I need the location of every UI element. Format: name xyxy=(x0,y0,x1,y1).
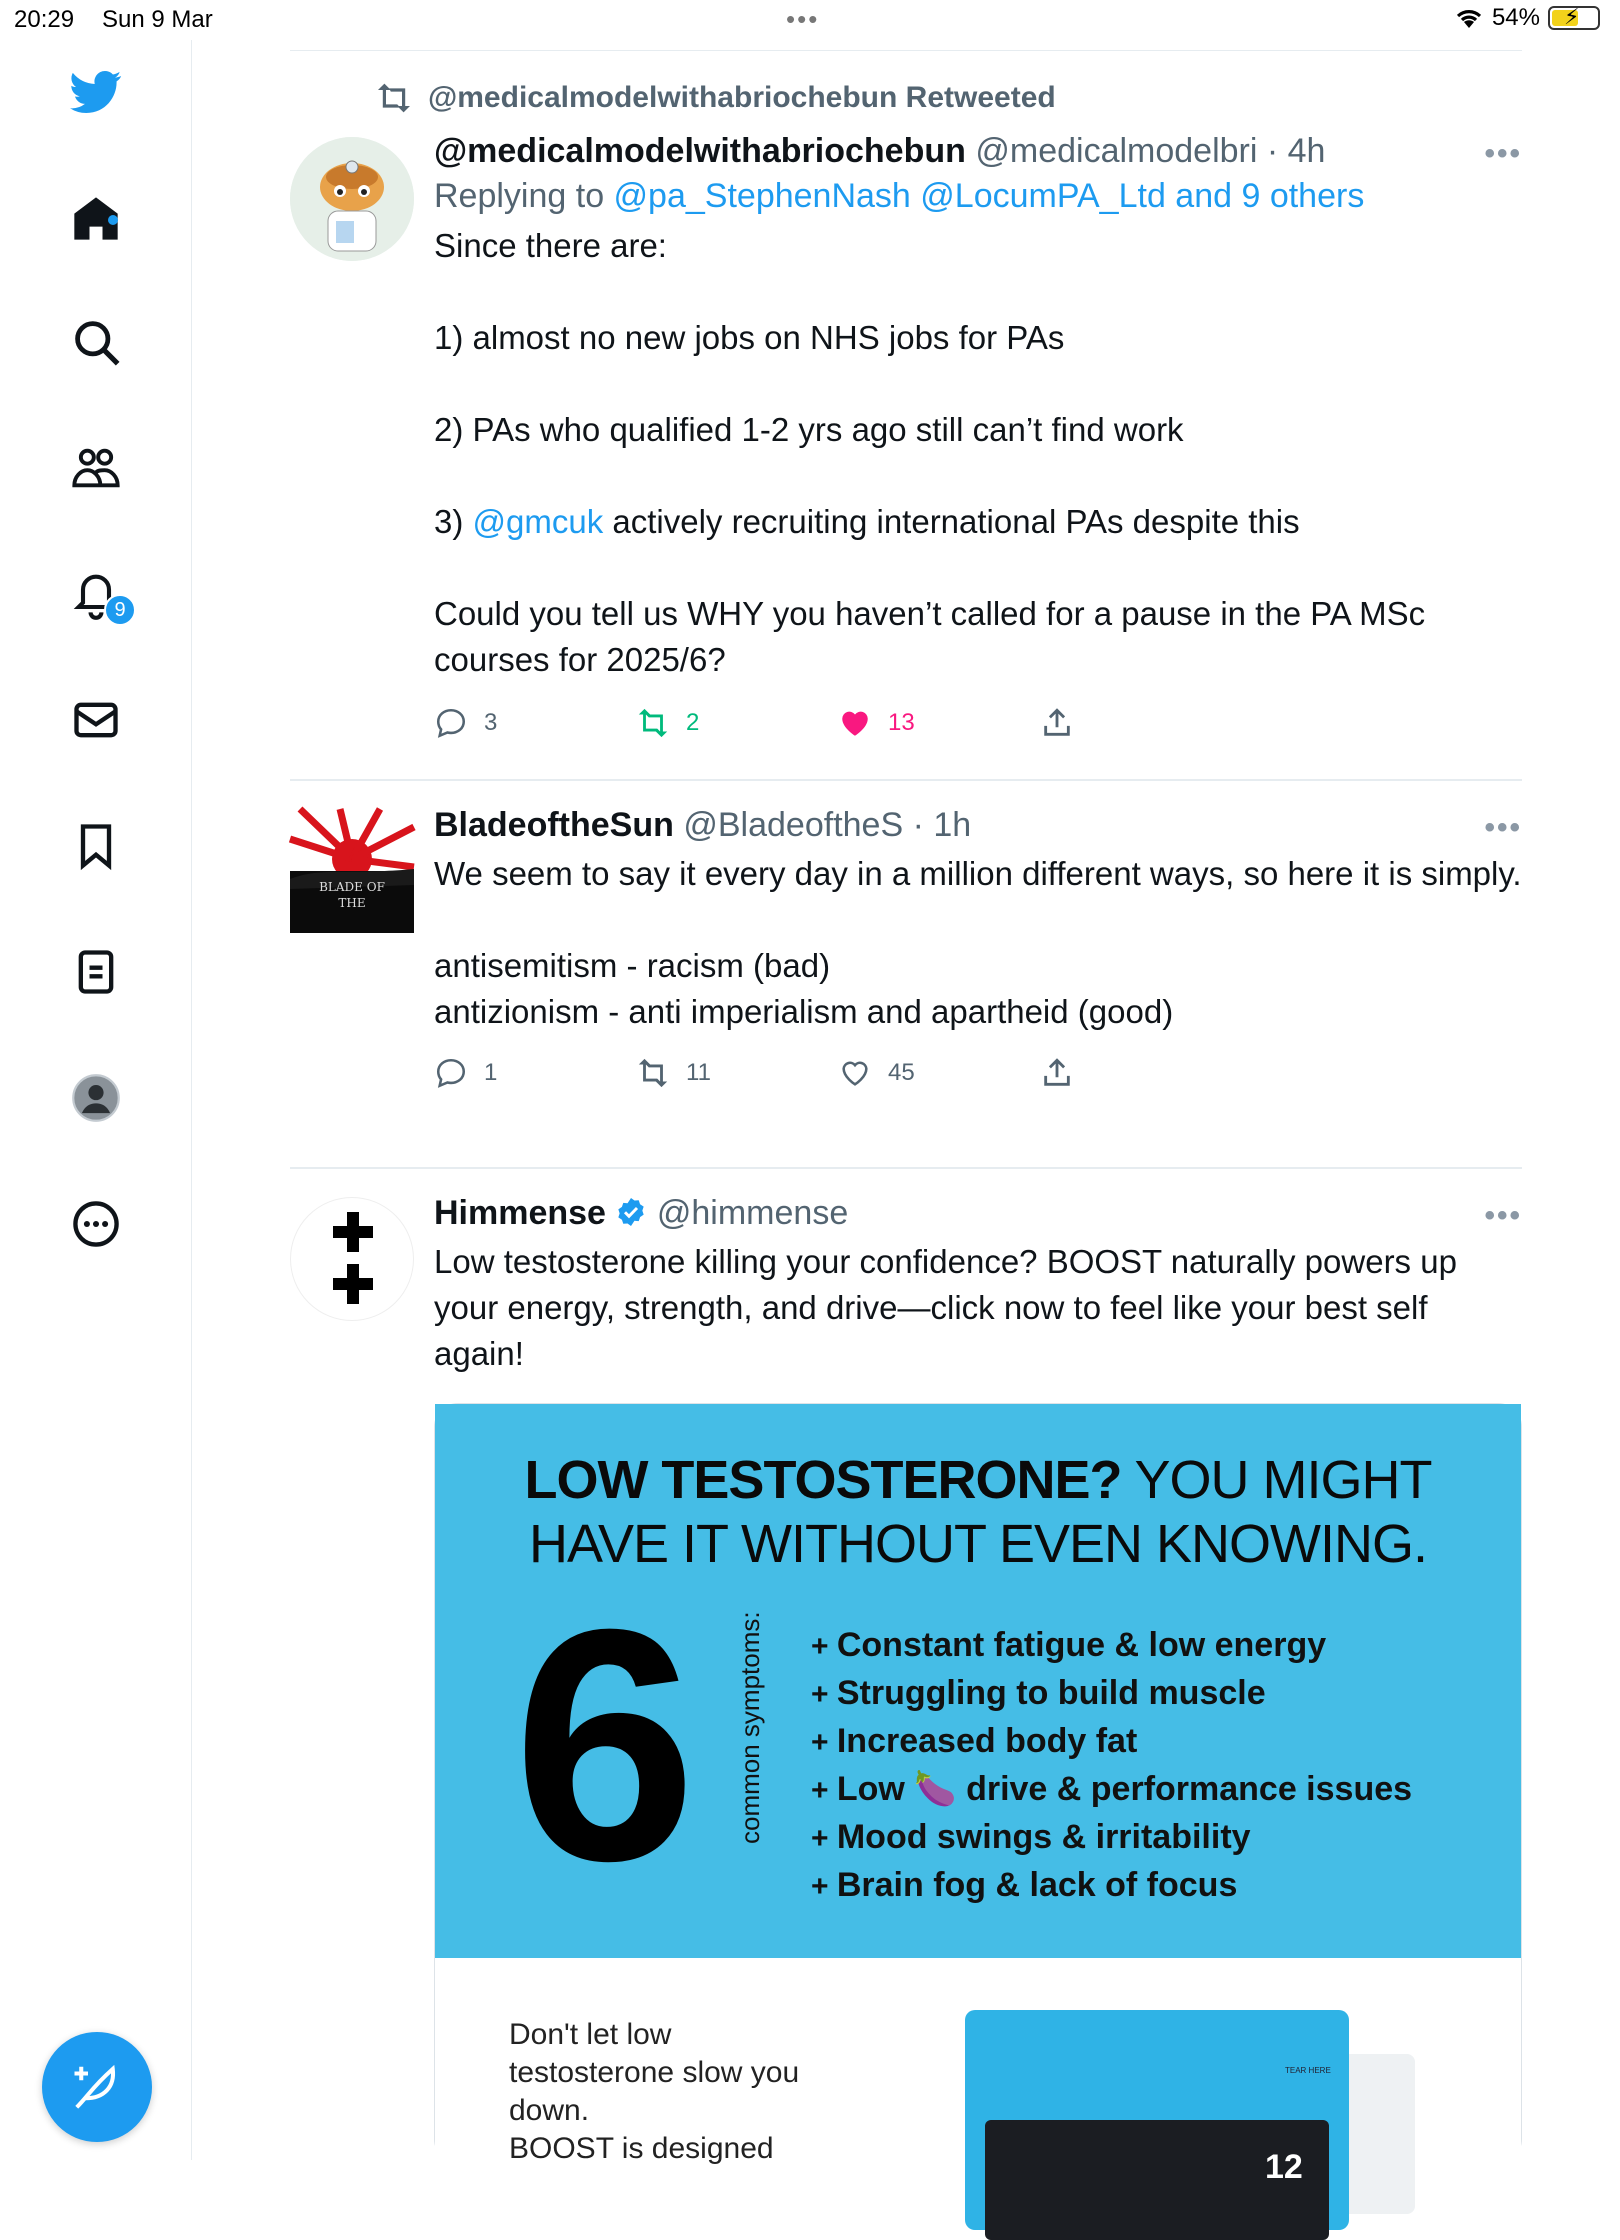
replying-to-users-link[interactable]: @pa_StephenNash @LocumPA_Ltd and 9 others xyxy=(613,177,1365,215)
retweet-count: 2 xyxy=(686,709,700,736)
search-icon[interactable] xyxy=(66,312,126,372)
tweet-text: Low testosterone killing your confidence? BOOST naturally powers up your energy, strength, and drive—click now to feel like your best self again! xyxy=(434,1243,1457,1372)
home-unread-dot xyxy=(108,215,118,225)
reply-count: 3 xyxy=(484,709,498,736)
ad-body-text-1: Don't let low testosterone slow you down. xyxy=(509,2018,800,2127)
status-time: 20:29 xyxy=(14,6,75,33)
battery-percent: 54% xyxy=(1491,4,1540,31)
ad-symptom-item: + Increased body fat xyxy=(811,1718,1412,1766)
twitter-logo-icon[interactable] xyxy=(66,62,126,122)
tweet-actions xyxy=(434,1049,1522,1097)
tweet-line: We seem to say it every day in a million different ways, so here it is simply. xyxy=(434,855,1522,892)
himmense-logo-icon xyxy=(291,1198,415,1322)
like-button[interactable] xyxy=(838,706,1040,740)
mention-link[interactable]: @gmcuk xyxy=(472,503,604,540)
battery-icon: ⚡ xyxy=(1548,6,1600,30)
like-count: 45 xyxy=(888,1059,915,1086)
blade-of-the-sun-avatar-icon xyxy=(290,809,414,933)
tweet-header xyxy=(434,803,1522,847)
retweet-icon xyxy=(636,706,670,740)
like-button[interactable] xyxy=(838,1056,1040,1090)
reply-count: 1 xyxy=(484,1059,498,1086)
tweet-line xyxy=(434,499,1522,545)
author-name[interactable]: @medicalmodelwithabriochebun xyxy=(434,132,966,170)
status-bar xyxy=(0,0,1620,40)
compose-feather-icon xyxy=(70,2060,124,2114)
ad-body-text-2: BOOST is designed xyxy=(509,2132,774,2165)
reply-button[interactable] xyxy=(434,706,636,740)
retweet-button[interactable] xyxy=(636,706,838,740)
messages-mail-icon[interactable] xyxy=(66,690,126,750)
tweet-time[interactable]: · 1h xyxy=(912,806,972,844)
retweet-count: 11 xyxy=(686,1059,711,1086)
tweet-line: 2) PAs who qualified 1-2 yrs ago still can’t find work xyxy=(434,411,1184,448)
ad-headline-bold: LOW TESTOSTERONE? xyxy=(524,1450,1122,1510)
ad-image-card[interactable] xyxy=(434,1403,1522,2186)
ad-banner xyxy=(435,1404,1521,1958)
reply-button[interactable] xyxy=(434,1056,636,1090)
tweet-header xyxy=(434,1191,1522,1235)
wifi-icon xyxy=(1454,6,1484,30)
ad-pack-tag: TEAR HERE xyxy=(1285,2066,1331,2075)
tweet-line: antisemitism - racism (bad) xyxy=(434,947,831,984)
bookmarks-icon[interactable] xyxy=(66,816,126,876)
ad-symptom-item: + Struggling to build muscle xyxy=(811,1670,1412,1718)
retweet-button[interactable] xyxy=(636,1056,838,1090)
tweet-time[interactable]: · 4h xyxy=(1266,132,1326,170)
ad-symptom-item: + Constant fatigue & low energy xyxy=(811,1622,1412,1670)
tweet-line-prefix: 3) xyxy=(434,503,473,540)
share-icon xyxy=(1040,1056,1074,1090)
retweeted-by-text: @medicalmodelwithabriochebun Retweeted xyxy=(428,81,1056,114)
ad-product-pack xyxy=(965,2010,1349,2230)
ad-symptom-item: + Low 🍆 drive & performance issues xyxy=(811,1766,1412,1814)
tweet[interactable] xyxy=(290,781,1522,1169)
multitasking-dots-icon[interactable]: ••• xyxy=(786,4,820,34)
ad-side-label: common symptoms: xyxy=(735,1611,765,1844)
avatar-caption: BLADE OF THE xyxy=(319,880,385,910)
reply-icon xyxy=(434,706,468,740)
share-button[interactable] xyxy=(1040,1056,1242,1090)
verified-badge-icon xyxy=(615,1196,647,1228)
tweet-line: 1) almost no new jobs on NHS jobs for PAs xyxy=(434,319,1065,356)
replying-prefix: Replying to xyxy=(434,177,614,215)
ad-symptom-item: + Brain fog & lack of focus xyxy=(811,1862,1412,1910)
tweet-line-rest: actively recruiting international PAs despite this xyxy=(603,503,1300,540)
retweet-icon xyxy=(636,1056,670,1090)
ad-pack-number: 12 xyxy=(1265,2148,1303,2186)
tweet[interactable] xyxy=(290,51,1522,781)
ad-symptom-list xyxy=(811,1622,1412,1910)
author-name[interactable]: Himmense xyxy=(434,1194,606,1232)
avatar[interactable] xyxy=(290,809,414,933)
ad-lower-panel xyxy=(435,1958,1521,2186)
tweet-line: Since there are: xyxy=(434,227,667,264)
ad-body-text xyxy=(509,2016,809,2168)
author-handle[interactable]: @medicalmodelbri xyxy=(975,132,1258,170)
share-icon xyxy=(1040,706,1074,740)
communities-icon[interactable] xyxy=(66,438,126,498)
ad-headline xyxy=(435,1448,1521,1576)
author-handle[interactable]: @BladeoftheS xyxy=(683,806,904,844)
tweet-line: antizionism - anti imperialism and apartheid (good) xyxy=(434,993,1174,1030)
heart-filled-icon xyxy=(838,706,872,740)
compose-tweet-button[interactable] xyxy=(42,2032,152,2142)
avatar[interactable] xyxy=(290,137,414,261)
share-button[interactable] xyxy=(1040,706,1242,740)
author-name[interactable]: BladeoftheSun xyxy=(434,806,674,844)
avatar[interactable] xyxy=(290,1197,414,1321)
tweet-line: Could you tell us WHY you haven’t called for a pause in the PA MSc courses for 2025/6? xyxy=(434,595,1426,678)
heart-outline-icon xyxy=(838,1056,872,1090)
retweet-context xyxy=(374,81,1056,115)
sidebar xyxy=(0,40,192,2160)
ad-symptom-item: + Mood swings & irritability xyxy=(811,1814,1412,1862)
tweet[interactable] xyxy=(290,1169,1522,2186)
timeline-feed xyxy=(290,50,1522,2186)
more-options-icon[interactable] xyxy=(66,1194,126,1254)
reply-icon xyxy=(434,1056,468,1090)
tweet-header xyxy=(434,129,1522,173)
tweet-text xyxy=(434,223,1522,683)
ad-headline-rest: YOU MIGHT xyxy=(1121,1450,1432,1510)
notifications-badge: 9 xyxy=(104,594,136,626)
ad-headline-line2: HAVE IT WITHOUT EVEN KNOWING. xyxy=(528,1514,1428,1574)
status-date: Sun 9 Mar xyxy=(102,6,213,33)
replying-to xyxy=(434,173,1522,219)
retweet-icon xyxy=(374,82,414,114)
bun-doctor-avatar-icon xyxy=(290,137,414,261)
tweet-more-options-icon[interactable]: ••• xyxy=(1484,811,1522,844)
status-right xyxy=(1454,4,1600,32)
lists-icon[interactable] xyxy=(66,942,126,1002)
author-handle[interactable]: @himmense xyxy=(656,1194,849,1232)
ad-big-number: 6 xyxy=(513,1560,697,1929)
tweet-actions xyxy=(434,699,1522,747)
tweet-more-options-icon[interactable]: ••• xyxy=(1484,1199,1522,1232)
profile-avatar-icon[interactable] xyxy=(66,1068,126,1128)
tweet-more-options-icon[interactable]: ••• xyxy=(1484,137,1522,170)
tweet-text xyxy=(434,851,1522,1035)
like-count: 13 xyxy=(888,709,915,736)
